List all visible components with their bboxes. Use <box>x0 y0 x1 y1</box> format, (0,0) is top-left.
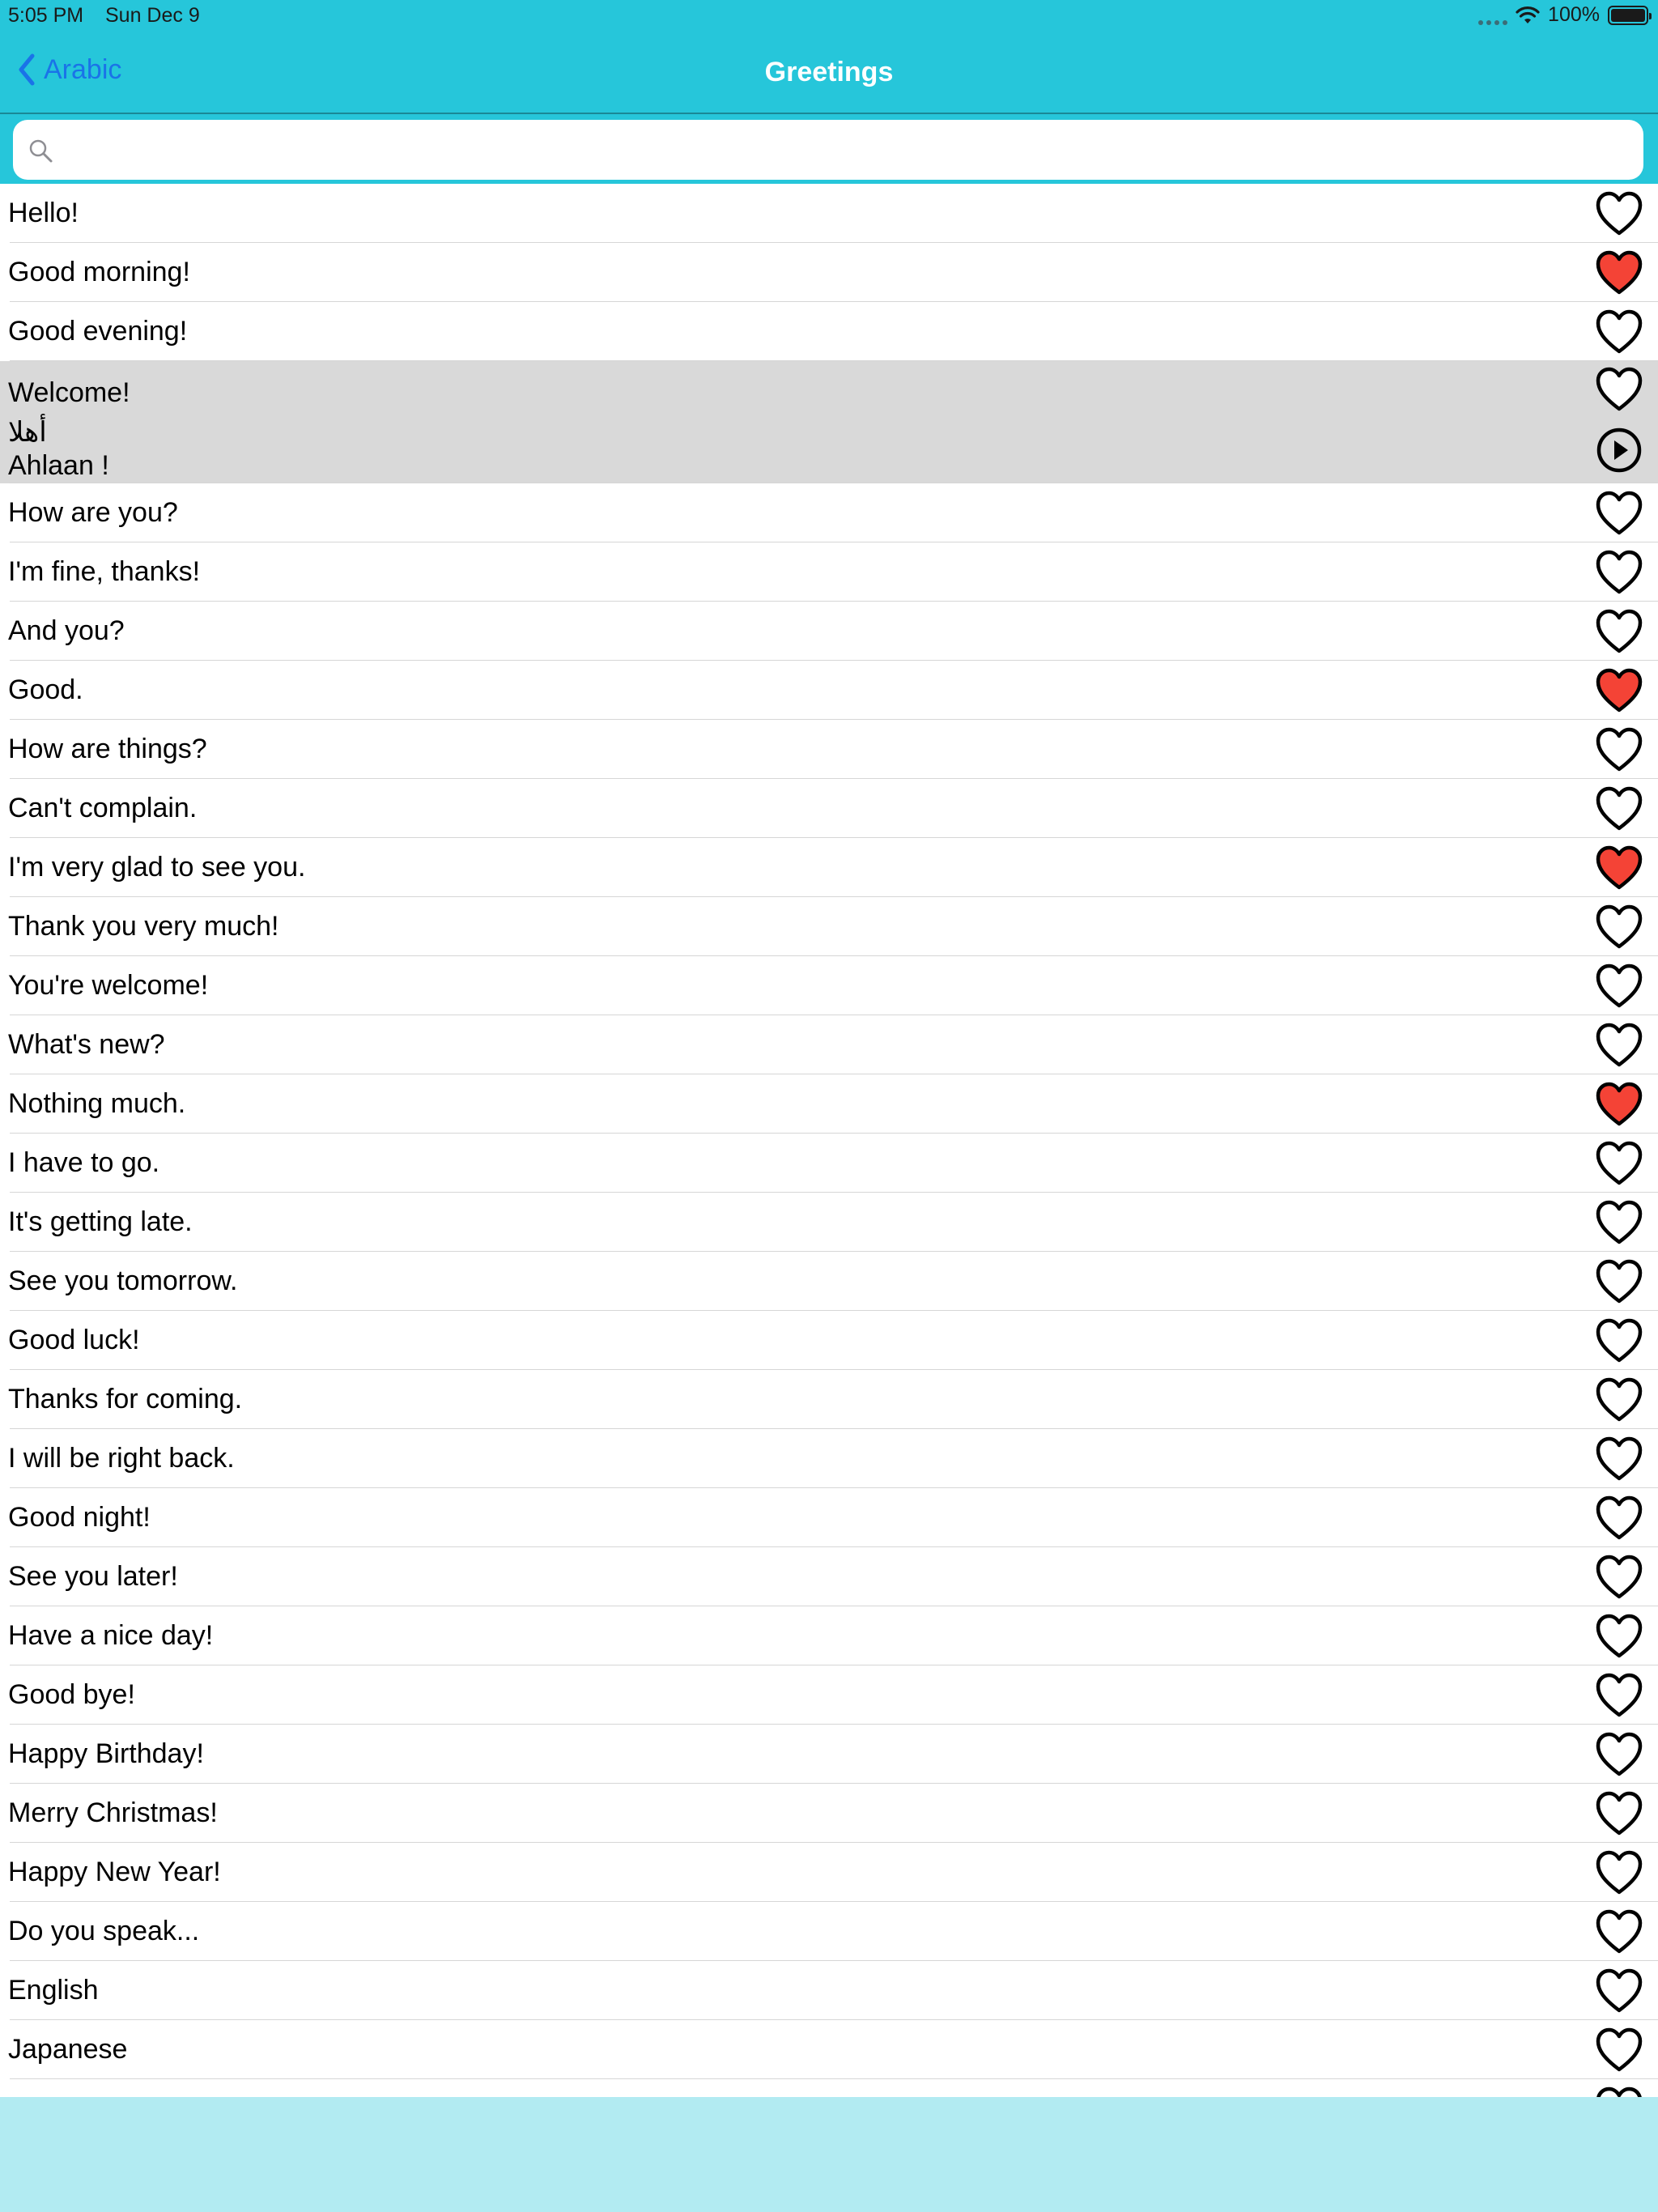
phrase-text: Thank you very much! <box>8 911 279 942</box>
heart-outline-icon[interactable] <box>1595 490 1643 536</box>
phrase-text: Good evening! <box>8 316 188 347</box>
battery-icon <box>1608 6 1648 25</box>
phrase-row[interactable] <box>0 1725 1658 1784</box>
phrase-text: Thanks for coming. <box>8 1384 243 1414</box>
search-bar <box>0 114 1658 184</box>
phrase-row[interactable] <box>0 483 1658 542</box>
heart-filled-icon[interactable] <box>1595 667 1643 713</box>
heart-outline-icon[interactable] <box>1595 1258 1643 1304</box>
phrase-row[interactable] <box>0 1961 1658 2020</box>
phrase-row[interactable] <box>0 1843 1658 1902</box>
heart-outline-icon[interactable] <box>1595 1495 1643 1541</box>
heart-outline-icon[interactable] <box>1595 190 1643 236</box>
heart-outline-icon[interactable] <box>1595 2027 1643 2073</box>
heart-outline-icon[interactable] <box>1595 1436 1643 1482</box>
footer-bar <box>0 2097 1658 2212</box>
phrase-row[interactable] <box>0 1488 1658 1547</box>
phrase-row[interactable] <box>0 542 1658 602</box>
phrase-text: Good. <box>8 674 83 705</box>
heart-filled-icon[interactable] <box>1595 1081 1643 1127</box>
phrase-text: See you later! <box>8 1561 178 1592</box>
phrase-text: How are things? <box>8 734 207 764</box>
heart-outline-icon[interactable] <box>1595 1731 1643 1777</box>
heart-outline-icon[interactable] <box>1595 1967 1643 2014</box>
phrase-row[interactable] <box>0 1074 1658 1134</box>
wifi-icon <box>1516 6 1540 25</box>
heart-outline-icon[interactable] <box>1595 608 1643 654</box>
phrase-text: And you? <box>8 615 125 646</box>
phrase-row[interactable] <box>0 302 1658 361</box>
phrase-text: Happy New Year! <box>8 1857 221 1887</box>
phrase-text: I'm very glad to see you. <box>8 852 306 883</box>
phrase-arabic: أهلا <box>8 417 47 448</box>
phrase-text: Can't complain. <box>8 793 198 823</box>
status-time: 5:05 PM <box>8 4 84 27</box>
phrase-text: I'm fine, thanks! <box>8 556 201 587</box>
phrase-row[interactable] <box>0 838 1658 897</box>
phrase-text: English <box>8 1975 99 2006</box>
phrase-row[interactable] <box>0 361 1658 483</box>
phrase-row[interactable] <box>0 779 1658 838</box>
battery-percent: 100% <box>1548 3 1600 26</box>
phrase-row[interactable] <box>0 897 1658 956</box>
phrase-text: Good morning! <box>8 257 190 287</box>
phrase-text: See you tomorrow. <box>8 1266 238 1296</box>
page-title: Greetings <box>764 57 894 87</box>
phrase-text: I have to go. <box>8 1147 160 1178</box>
phrase-text: It's getting late. <box>8 1206 193 1237</box>
back-button-label: Arabic <box>44 53 122 85</box>
phrase-row[interactable] <box>0 1665 1658 1725</box>
phrase-row[interactable] <box>0 1193 1658 1252</box>
search-field-container[interactable] <box>13 120 1643 180</box>
heart-outline-icon[interactable] <box>1595 904 1643 950</box>
phrase-row[interactable] <box>0 184 1658 243</box>
phrase-row[interactable] <box>0 243 1658 302</box>
phrase-text: Good luck! <box>8 1325 140 1355</box>
phrase-row[interactable] <box>0 1606 1658 1665</box>
phrase-row[interactable] <box>0 1547 1658 1606</box>
heart-outline-icon[interactable] <box>1595 366 1643 412</box>
phrase-text: Have a nice day! <box>8 1620 214 1651</box>
heart-outline-icon[interactable] <box>1595 1554 1643 1600</box>
phrase-text: How are you? <box>8 497 178 528</box>
heart-outline-icon[interactable] <box>1595 1022 1643 1068</box>
phrase-list <box>0 184 1658 2097</box>
heart-outline-icon[interactable] <box>1595 549 1643 595</box>
heart-outline-icon[interactable] <box>1595 1140 1643 1186</box>
phrase-transliteration: Ahlaan ! <box>8 450 109 481</box>
phrase-text: Welcome! <box>8 377 130 408</box>
heart-outline-icon[interactable] <box>1595 1199 1643 1245</box>
phrase-text: Hello! <box>8 198 79 228</box>
phrase-row[interactable] <box>0 661 1658 720</box>
phrase-text: Happy Birthday! <box>8 1738 204 1769</box>
phrase-row[interactable] <box>0 1902 1658 1961</box>
phrase-text: Do you speak... <box>8 1916 200 1946</box>
cellular-signal-icon <box>1478 6 1507 25</box>
heart-outline-icon[interactable] <box>1595 1613 1643 1659</box>
heart-outline-icon[interactable] <box>1595 1376 1643 1423</box>
heart-outline-icon[interactable] <box>1595 726 1643 772</box>
phrase-text: What's new? <box>8 1029 165 1060</box>
heart-outline-icon[interactable] <box>1595 963 1643 1009</box>
phrase-row[interactable] <box>0 1784 1658 1843</box>
phrase-text: Good night! <box>8 1502 151 1533</box>
status-date: Sun Dec 9 <box>105 4 200 27</box>
phrase-row[interactable] <box>0 1015 1658 1074</box>
heart-outline-icon[interactable] <box>1595 1790 1643 1836</box>
heart-outline-icon[interactable] <box>1595 2086 1643 2097</box>
phrase-row[interactable] <box>0 1252 1658 1311</box>
phrase-row[interactable] <box>0 1429 1658 1488</box>
heart-outline-icon[interactable] <box>1595 1317 1643 1363</box>
heart-outline-icon[interactable] <box>1595 785 1643 832</box>
phrase-row[interactable] <box>0 602 1658 661</box>
phrase-text: Merry Christmas! <box>8 1797 218 1828</box>
phrase-text: Good bye! <box>8 1679 135 1710</box>
search-input[interactable] <box>63 130 1627 172</box>
heart-outline-icon[interactable] <box>1595 1849 1643 1895</box>
phrase-row[interactable] <box>0 1134 1658 1193</box>
phrase-text: Japanese <box>8 2034 128 2065</box>
status-indicators <box>1478 3 1648 27</box>
heart-outline-icon[interactable] <box>1595 1672 1643 1718</box>
phrase-row[interactable] <box>0 956 1658 1015</box>
heart-outline-icon[interactable] <box>1595 308 1643 355</box>
play-audio-icon[interactable] <box>1595 426 1643 474</box>
phrase-row[interactable] <box>0 1370 1658 1429</box>
search-icon <box>28 138 53 164</box>
phrase-text: Nothing much. <box>8 1088 186 1119</box>
phrase-text: I will be right back. <box>8 1443 235 1474</box>
heart-filled-icon[interactable] <box>1595 249 1643 296</box>
phrase-row[interactable] <box>0 1311 1658 1370</box>
heart-outline-icon[interactable] <box>1595 1908 1643 1955</box>
phrase-text: You're welcome! <box>8 970 209 1001</box>
navigation-header <box>0 0 1658 113</box>
heart-filled-icon[interactable] <box>1595 844 1643 891</box>
phrase-row[interactable] <box>0 2079 1658 2097</box>
phrase-row[interactable] <box>0 2020 1658 2079</box>
phrase-row[interactable] <box>0 720 1658 779</box>
